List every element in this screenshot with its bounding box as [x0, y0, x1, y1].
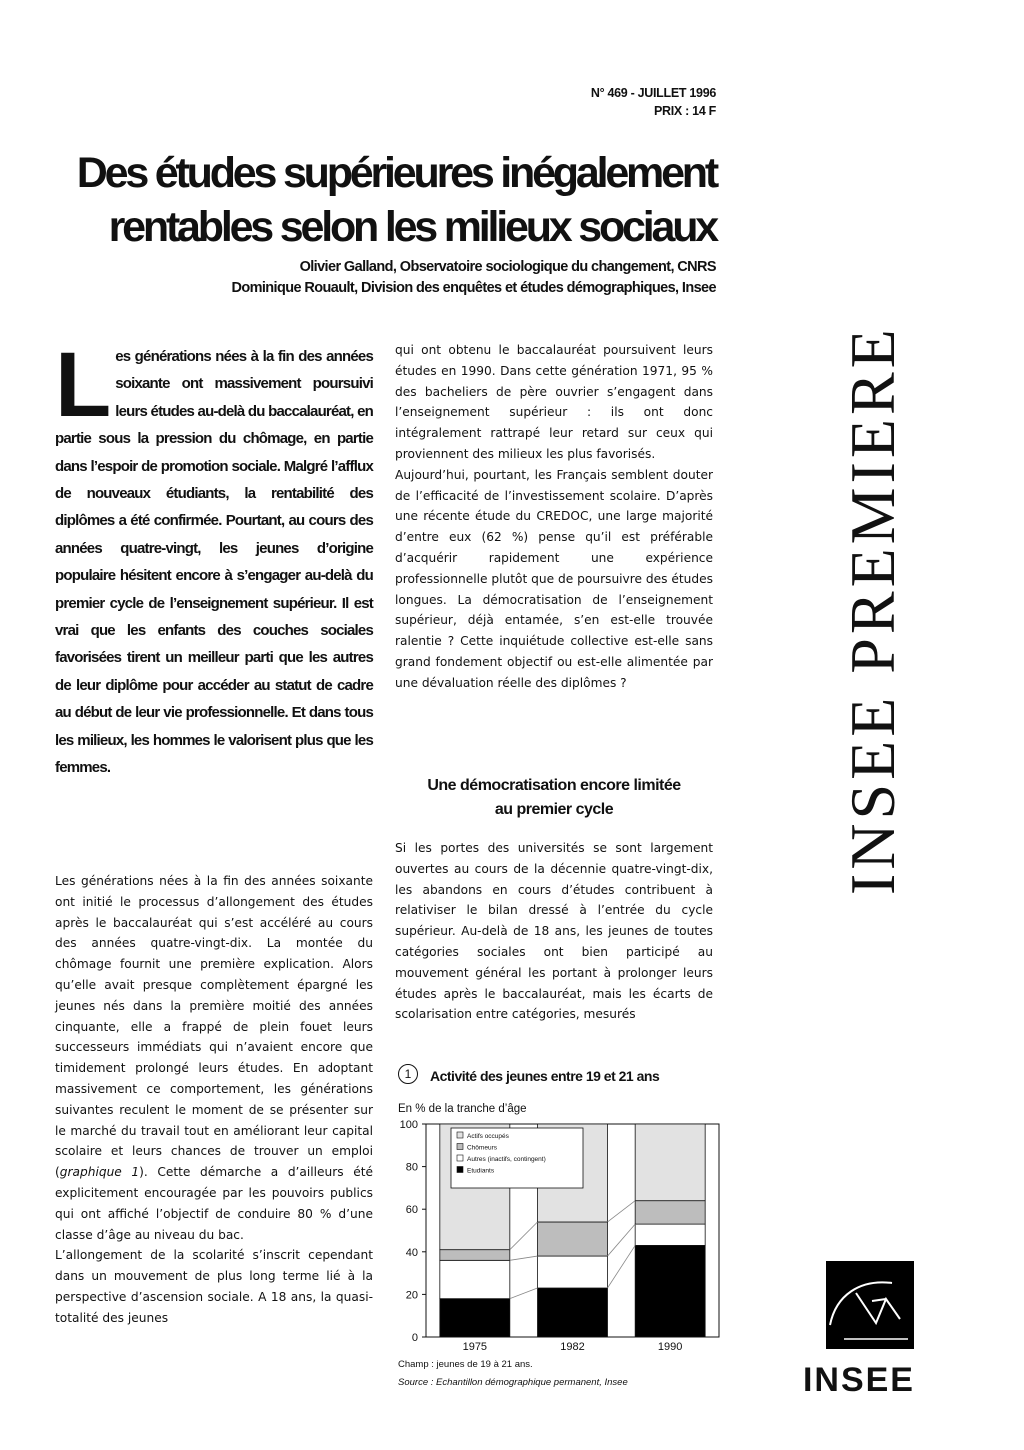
- body-text: ). Cette démarche a d’ailleurs été explicitement encouragée par les pouvoirs publics qui ont affiché l’objectif de conduire 80 % d’une classe d’âge au niveau du bac.: [55, 1165, 373, 1242]
- legend-label: Etudiants: [467, 1167, 495, 1175]
- lead-paragraph: [55, 334, 373, 782]
- brand-vertical-title: INSEE PREMIERE: [837, 325, 908, 895]
- figure-number-badge: 1: [398, 1064, 418, 1084]
- issue-info: [591, 84, 716, 120]
- insee-logo-text: INSEE: [802, 1361, 915, 1399]
- body-paragraph: Si les portes des universités se sont largement ouvertes au cours de la décennie quatre-vingt-dix, les abandons en cours d’études contribuent à relativiser le bilan dressé à l’entrée du cycle supérieur. Au-delà de 18 ans, les jeunes de toutes catégories sociales ont bien participé au mouvement général les portant à prolonger leurs études après le baccalauréat, mais les écarts de scolarisation entre catégories, mesurés: [395, 841, 713, 1022]
- bar-segment: [538, 1288, 608, 1337]
- y-tick-label: 40: [405, 1246, 418, 1259]
- bar-segment: [440, 1260, 510, 1298]
- bar-segment: [440, 1299, 510, 1337]
- body-column-2: [395, 340, 713, 694]
- activity-chart: [390, 1115, 725, 1360]
- body-paragraph: L’allongement de la scolarité s’inscrit cependant dans un mouvement de plus long terme lié à la perspective d’ascension sociale. A 18 ans, la quasi-totalité des jeunes: [55, 1248, 373, 1325]
- author-1: Olivier Galland, Observatoire sociologique du changement, CNRS: [299, 259, 716, 275]
- body-paragraph: Aujourd’hui, pourtant, les Français semblent douter de l’efficacité de l’investissement scolaire. D’après une récente étude du CREDOC, une large majorité d’entre eux (62 %) pense qu’il est préférable d’acquérir rapidement une expérience professionnelle plutôt que de poursuivre des études longues. La démocratisation de l’enseignement supérieur, déjà entamée, s’en est-elle trouvée ralentie ? Cette inquiétude collective est-elle sans grand fondement objectif ou est-elle alimentée par une dévaluation réelle des diplômes ?: [395, 467, 713, 690]
- section-heading-line-1: Une démocratisation encore limitée: [427, 777, 681, 794]
- figure-unit: En % de la tranche d’âge: [398, 1103, 527, 1115]
- figure-title: Activité des jeunes entre 19 et 21 ans: [430, 1068, 660, 1084]
- lead-text: es générations nées à la fin des années soixante ont massivement poursuivi leurs études au-delà du baccalauréat, en partie sous la pression du chômage, en partie dans l’espoir de promotion sociale. Malgré l’afflux de nouveaux étudiants, la rentabilité des diplômes a été confirmée. Pourtant, au cours des années quatre-vingt, les jeunes d’origine populaire hésitent encore à s’engager au-delà du premier cycle de l’enseignement supérieur. Il est vrai que les enfants des couches sociales favorisées tirent un meilleur parti que les autres de leur diplôme pour accéder au statut de cadre au début de leur vie professionnelle. Et dans tous les milieux, les hommes le valorisent plus que les femmes.: [55, 348, 373, 777]
- legend-swatch: [457, 1167, 463, 1173]
- section-heading-line-2: au premier cycle: [494, 801, 614, 818]
- issue-number: N° 469 - JUILLET 1996: [590, 86, 716, 100]
- title-line-2: rentables selon les milieux sociaux: [108, 203, 716, 251]
- bar-segment: [440, 1250, 510, 1261]
- y-tick-label: 100: [399, 1119, 418, 1131]
- y-tick-label: 60: [405, 1204, 418, 1217]
- body-text: Les générations nées à la fin des années soixante ont initié le processus d’allongement des études après le baccalauréat qui s’est accéléré au cours des années quatre-vingt-dix. La montée du chômage fournit une première explication. Alors qu’elle avait presque complètement épargné les jeunes nés dans la première moitié des années cinquante, elle a frappé de plein fouet leurs successeurs immédiats qui n’avaient encore que timidement prolongé leurs études. En adoptant massivement ce comportement, les générations suivantes reculent le moment de se présenter sur le marché du travail tout en améliorant leur capital scolaire et leurs chances de trouver un emploi (: [55, 874, 373, 1180]
- bar-segment: [635, 1124, 705, 1201]
- legend-swatch: [457, 1155, 463, 1161]
- body-column-1: [55, 871, 373, 1329]
- bar-segment: [635, 1245, 705, 1337]
- drop-cap: L: [55, 334, 112, 436]
- authors: [60, 257, 716, 299]
- logo-mark-icon: [826, 1261, 914, 1349]
- body-column-2-continued: [395, 838, 713, 1025]
- y-tick-label: 20: [405, 1289, 418, 1302]
- page-title: [60, 146, 716, 254]
- body-paragraph: qui ont obtenu le baccalauréat poursuivent leurs études en 1990. Dans cette génération 1971, 95 % des bacheliers de père ouvrier s’engagent dans l’enseignement supérieur : ils ont donc intégralement rattrapé leur retard sur ceux qui proviennent des milieux les plus favorisés.: [395, 343, 713, 461]
- legend-label: Actifs occupés: [467, 1133, 509, 1140]
- body-paragraph: [55, 871, 373, 1245]
- issue-price: PRIX : 14 F: [654, 104, 716, 118]
- bar-segment: [635, 1201, 705, 1224]
- bar-segment: [538, 1222, 608, 1256]
- figure-scope-note: Champ : jeunes de 19 à 21 ans.: [398, 1359, 533, 1370]
- legend-label: Autres (inactifs, contingent): [467, 1156, 546, 1163]
- legend-swatch: [457, 1132, 463, 1138]
- author-2: Dominique Rouault, Division des enquêtes et études démographiques, Insee: [231, 280, 716, 296]
- bar-segment: [538, 1256, 608, 1288]
- x-tick-label: 1982: [560, 1341, 585, 1353]
- legend-swatch: [457, 1144, 463, 1150]
- insee-logo: [826, 1261, 914, 1349]
- figure-reference: graphique 1: [59, 1165, 140, 1180]
- section-heading: [395, 774, 713, 822]
- x-tick-label: 1990: [657, 1341, 683, 1353]
- y-tick-label: 0: [411, 1332, 418, 1344]
- title-line-1: Des études supérieures inégalement: [76, 149, 716, 197]
- figure-source-note: Source : Echantillon démographique permanent, Insee: [398, 1377, 628, 1388]
- legend-label: Chômeurs: [467, 1144, 497, 1152]
- x-tick-label: 1975: [462, 1341, 488, 1353]
- bar-segment: [635, 1224, 705, 1245]
- y-tick-label: 80: [405, 1161, 418, 1174]
